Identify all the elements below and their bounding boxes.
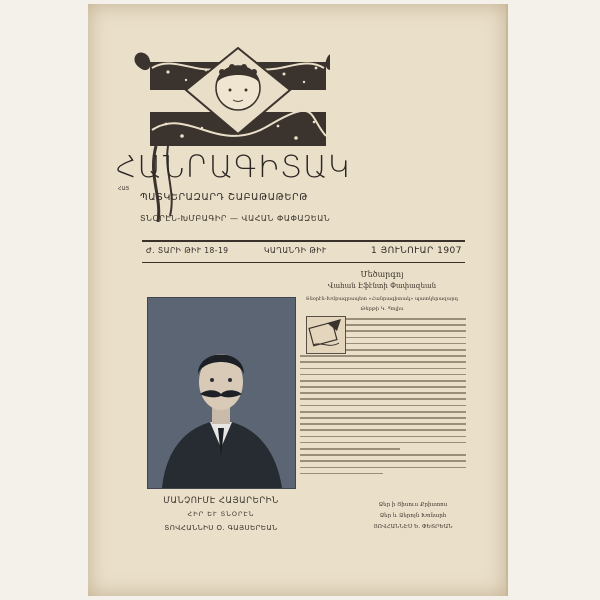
header-rule-bottom bbox=[142, 262, 465, 263]
letter-heading-location: Թերթի Կ. Պոլիս bbox=[360, 306, 404, 312]
header-rule-top bbox=[142, 240, 465, 242]
issue-date: 1 ՅՈՒՆՈՒԱՐ 1907 bbox=[371, 246, 462, 256]
letter-signoff-line1: Ձեր ի Յիսուս Քրիստոս bbox=[378, 502, 448, 508]
issue-info-row bbox=[146, 246, 462, 260]
issue-number: Ժ. ՏԱՐԻ ԹԻՒ 18-19 bbox=[146, 246, 229, 255]
letter-body-text bbox=[300, 318, 466, 479]
masthead-small-label: ՀԱՅ bbox=[118, 186, 130, 192]
letter-heading-recipient: Վահան Էֆէնտի Փափազեան bbox=[327, 282, 437, 290]
portrait-caption-name: ՄԱՆՉՈՒՄԷ ՀԱՅԱՐԵՐԻՆ bbox=[163, 496, 279, 506]
editor-line: ՏՆՕՐԷՆ-ԽՄԲԱԳԻՐ — ՎԱՀԱՆ ՓԱՓԱԶԵԱՆ bbox=[140, 214, 331, 223]
letter-heading-salutation: Մեծարգոյ bbox=[360, 270, 404, 279]
letter-signoff-line2: Ձեր և Ձերոյն Խոնարհ bbox=[379, 513, 447, 519]
masthead-subtitle: ՊԱՏԿԵՐԱԶԱՐԴ ՇԱԲԱԹԱԹԵՐԹ bbox=[140, 192, 308, 203]
portrait-photo bbox=[147, 297, 296, 489]
portrait-caption-role: ՀԻՐ ԵՒ ՏՆՕՐԷՆ bbox=[187, 510, 255, 518]
letter-signature: ՅՈՎՀԱՆՆԷՍ Ե. ՓԵՏՐԵԱՆ bbox=[373, 524, 453, 530]
masthead-title: ՀԱՆՐԱԳԻՏԱԿ bbox=[116, 150, 352, 185]
section-label: ԿԱՂԱՆԴԻ ԹԻՒ bbox=[264, 246, 327, 255]
portrait-caption-org: ՏՈՎՀԱՆՆԻՍ Օ. ԳԱՅՍԵՐԵԱՆ bbox=[164, 524, 278, 532]
letter-heading-title: Տնօրէն-Խմբագրապետ «Հանրագիտակ» պատկերազարդ bbox=[305, 296, 459, 302]
